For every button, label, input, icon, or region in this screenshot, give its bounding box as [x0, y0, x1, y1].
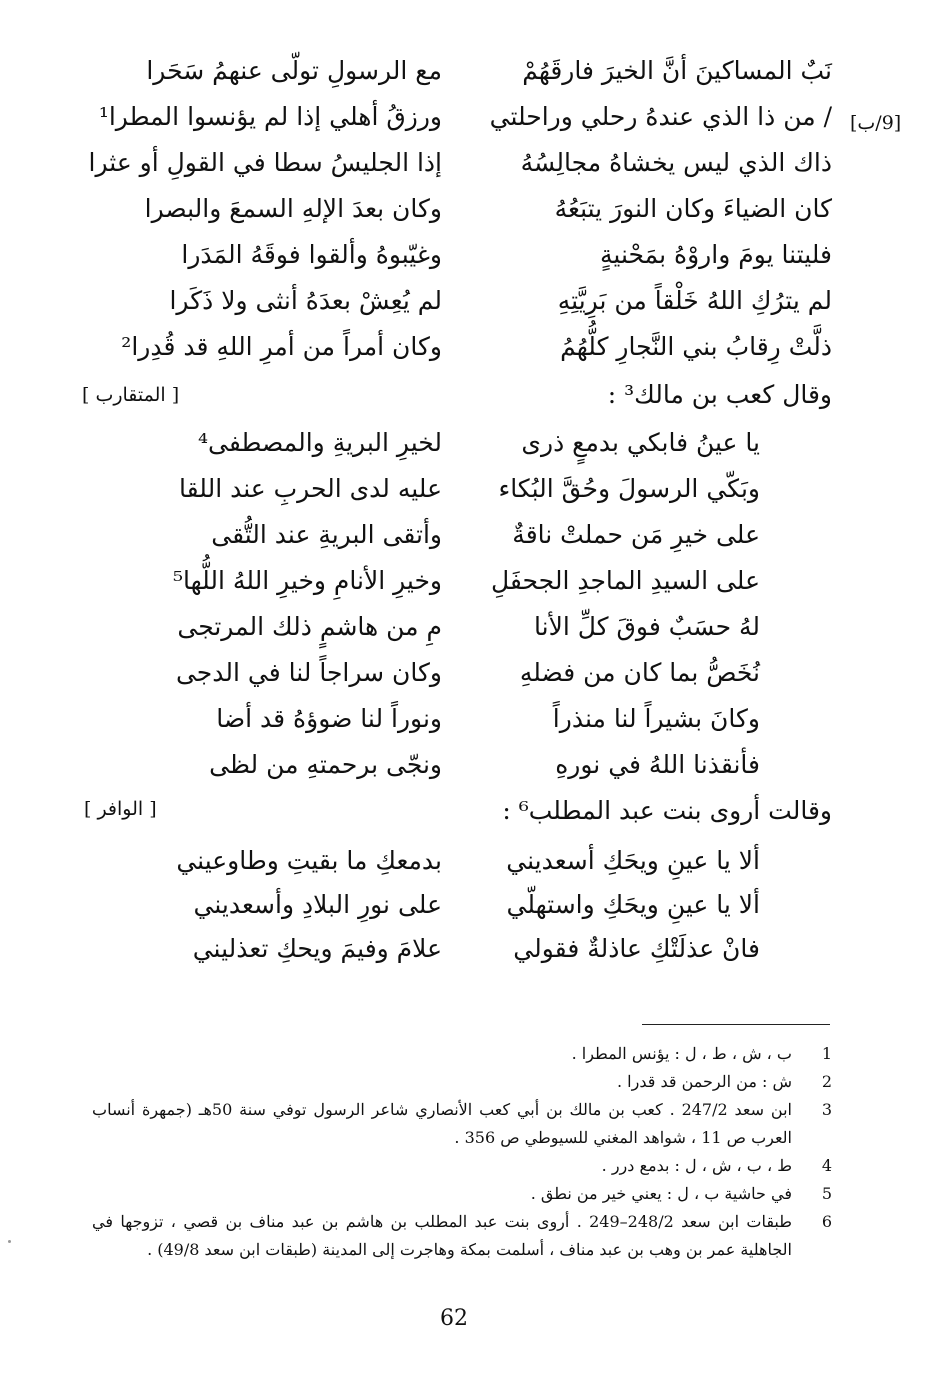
footnotes	[92, 1040, 832, 1264]
poem-line	[132, 286, 832, 332]
hemistich-second: وأتقى البريةِ عند التُّقى	[211, 520, 442, 549]
poem-line	[132, 520, 832, 566]
hemistich-first: لهُ حسَبٌ فوقَ كلِّ الأنا	[534, 612, 760, 641]
hemistich-second: ونوراً لنا ضوؤهُ قد أضا	[216, 704, 442, 733]
footnote	[92, 1208, 832, 1264]
hemistich-first: ألا يا عينِ ويحَكِ أسعديني	[506, 846, 760, 875]
poem-line	[132, 56, 832, 102]
poem-line	[132, 750, 832, 796]
footnote	[92, 1040, 832, 1068]
hemistich-first: / من ذا الذي عندهُ رحلي وراحلتي	[489, 102, 832, 131]
scan-speck	[8, 1240, 11, 1243]
hemistich-second: وخيرِ الأنامِ وخيرِ اللهُ اللُّها⁵	[172, 566, 442, 595]
poem-3-introduction: وقالت أروى بنت عبد المطلب⁶ :	[502, 796, 832, 825]
footnote-text: ش : من الرحمن قد قدرا .	[616, 1072, 792, 1091]
poem-line	[132, 194, 832, 240]
hemistich-second: لم يُعِشْ بعدَهُ أنثى ولا ذَكَرا	[169, 286, 442, 315]
hemistich-first: ذاك الذي ليس يخشاهُ مجالِسُهُ	[520, 148, 832, 177]
poem-line	[132, 846, 832, 892]
poem-line	[98, 102, 832, 148]
footnote-separator	[642, 1024, 830, 1025]
poem-2-meter: [ المتقارب ]	[82, 384, 180, 406]
footnote-number: 3	[821, 1100, 832, 1119]
poem-line	[132, 240, 832, 286]
poem-1	[88, 56, 832, 386]
hemistich-first: وكانَ بشيراً لنا منذراً	[552, 704, 760, 733]
hemistich-first: فانْ عذلَتْكِ عاذلةٌ فقولي	[513, 934, 760, 963]
hemistich-first: فأنقذنا اللهُ في نورهِ	[555, 750, 760, 779]
hemistich-first: نَبٌ المساكينَ أنَّ الخيرَ فارقَهُمْ	[522, 56, 832, 85]
footnote-number: 6	[821, 1212, 832, 1231]
hemistich-second: وغيّبوهُ وألقوا فوقَهُ المَدَرا	[181, 240, 442, 269]
footnote-number: 4	[821, 1156, 832, 1175]
hemistich-second: لخيرِ البريةِ والمصطفى⁴	[197, 428, 442, 457]
poem-line	[132, 934, 832, 980]
hemistich-second: بدمعكِ ما بقيتِ وطاوعيني	[176, 846, 442, 875]
hemistich-second: على نورِ البلادِ وأسعديني	[193, 890, 442, 919]
hemistich-second: ونجّى برحمتهِ من لظى	[209, 750, 442, 779]
hemistich-first: ذلَّتْ رِقابُ بني النَّجارِ كلُّهُمُ	[560, 332, 832, 361]
hemistich-second: وكان أمراً من أمرِ اللهِ قد قُدِرا²	[121, 332, 442, 361]
hemistich-first: على السيدِ الماجدِ الجحفَلِ	[490, 566, 760, 595]
hemistich-first: كان الضياءَ وكان النورَ يتبَعُهُ	[554, 194, 832, 223]
hemistich-first: ألا يا عينِ ويحَكِ واستهلّي	[506, 890, 760, 919]
poem-line	[132, 890, 832, 936]
poem-line	[132, 612, 832, 658]
footnote	[92, 1096, 832, 1152]
footnote-number: 2	[821, 1072, 832, 1091]
footnote-text: ب ، ش ، ط ، ل : يؤنس المطرا .	[571, 1044, 792, 1063]
footnote-number: 5	[821, 1184, 832, 1203]
hemistich-first: على خيرِ مَن حملتْ ناقةٌ	[512, 520, 760, 549]
poem-line	[132, 474, 832, 520]
hemistich-second: مِ من هاشمٍ ذلك المرتجى	[177, 612, 442, 641]
hemistich-second: علامَ وفيمَ ويحكِ تعذليني	[192, 934, 442, 963]
poem-2	[112, 428, 832, 796]
hemistich-first: يا عينُ فابكي بدمعٍ ذرى	[521, 428, 760, 457]
hemistich-second: وكان سراجاً لنا في الدجى	[175, 658, 442, 687]
poem-2-introduction: وقال كعب بن مالك³ :	[607, 380, 832, 409]
manuscript-folio-reference: [9/ب]	[850, 112, 902, 134]
hemistich-second: مع الرسولِ تولّى عنهمُ سَحَرا	[146, 56, 442, 85]
footnote-text: في حاشية ب ، ل : يعني خير من نطق .	[530, 1184, 792, 1203]
hemistich-first: نُخَصُّ بما كان من فضلهِ	[519, 658, 760, 687]
hemistich-second: عليه لدى الحربِ عند اللقا	[179, 474, 442, 503]
hemistich-first: فليتنا يومَ واروْهُ بمَحْنيةٍ	[600, 240, 832, 269]
hemistich-second: ورزقُ أهلي إذا لم يؤنسوا المطرا¹	[98, 102, 442, 131]
poem-line	[132, 566, 832, 612]
poem-3-meter: [ الوافر ]	[84, 798, 157, 820]
poem-line	[121, 332, 832, 378]
poem-3	[112, 846, 832, 986]
footnote	[92, 1068, 832, 1096]
hemistich-second: إذا الجليسُ سطا في القولِ أو عثرا	[88, 148, 442, 177]
footnote-text: ابن سعد 247/2 . كعب بن مالك بن أبي كعب الأنصاري شاعر الرسول توفي سنة 50هـ (جمهرة أنساب العرب ص 11 ، شواهد المغني للسيوطي ص 356 .	[92, 1100, 792, 1147]
page-number: 62	[440, 1306, 468, 1331]
footnote-text: ط ، ب ، ش ، ل : بدمع درر .	[601, 1156, 792, 1175]
footnote-text: طبقات ابن سعد 248/2–249 . أروى بنت عبد المطلب بن هاشم بن عبد مناف بن قصي ، تزوجها في الجاهلية عمر بن وهب بن عبد مناف ، أسلمت بمكة وهاجرت إلى المدينة (طبقات ابن سعد 49/8) .	[92, 1212, 792, 1259]
poem-line	[88, 148, 832, 194]
footnote	[92, 1152, 832, 1180]
hemistich-first: وبَكّي الرسولَ وحُقَّ البُكاء	[498, 474, 760, 503]
footnote-number: 1	[821, 1044, 832, 1063]
hemistich-second: وكان بعدَ الإلهِ السمعَ والبصرا	[144, 194, 442, 223]
poem-line	[132, 658, 832, 704]
footnote	[92, 1180, 832, 1208]
poem-line	[132, 428, 832, 474]
hemistich-first: لم يترُكِ اللهُ خَلْقاً من بَرِيَّتِهِ	[557, 286, 832, 315]
poem-line	[132, 704, 832, 750]
